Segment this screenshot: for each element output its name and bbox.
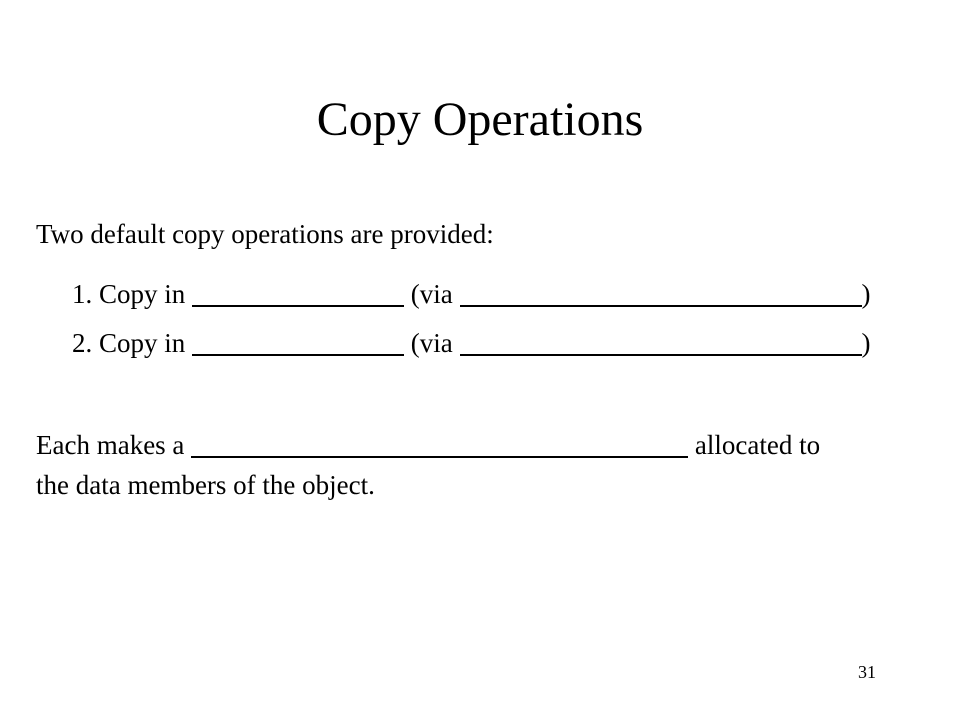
list-item-2 bbox=[72, 323, 871, 363]
page-number: 31 bbox=[858, 662, 876, 682]
list-item-1 bbox=[72, 274, 871, 314]
fill-in-blank-2a bbox=[192, 330, 404, 356]
list-item-2-lead: 2. Copy in bbox=[72, 328, 193, 358]
paragraph-tail: allocated to bbox=[688, 430, 821, 460]
fill-in-blank-2b bbox=[460, 330, 862, 356]
intro-text: Two default copy operations are provided: bbox=[36, 219, 494, 249]
list-item-1-mid: (via bbox=[404, 279, 460, 309]
list-item-2-tail: ) bbox=[861, 328, 871, 358]
list-item-2-mid: (via bbox=[404, 328, 460, 358]
fill-in-blank-1b bbox=[460, 281, 862, 307]
paragraph-lead: Each makes a bbox=[36, 430, 192, 460]
paragraph-line-2: the data members of the object. bbox=[36, 470, 375, 500]
paragraph-line-1 bbox=[36, 425, 820, 465]
fill-in-blank-1a bbox=[192, 281, 404, 307]
slide-title: Copy Operations bbox=[316, 93, 644, 146]
list-item-1-lead: 1. Copy in bbox=[72, 279, 193, 309]
fill-in-blank-3 bbox=[191, 432, 688, 458]
list-item-1-tail: ) bbox=[861, 279, 871, 309]
